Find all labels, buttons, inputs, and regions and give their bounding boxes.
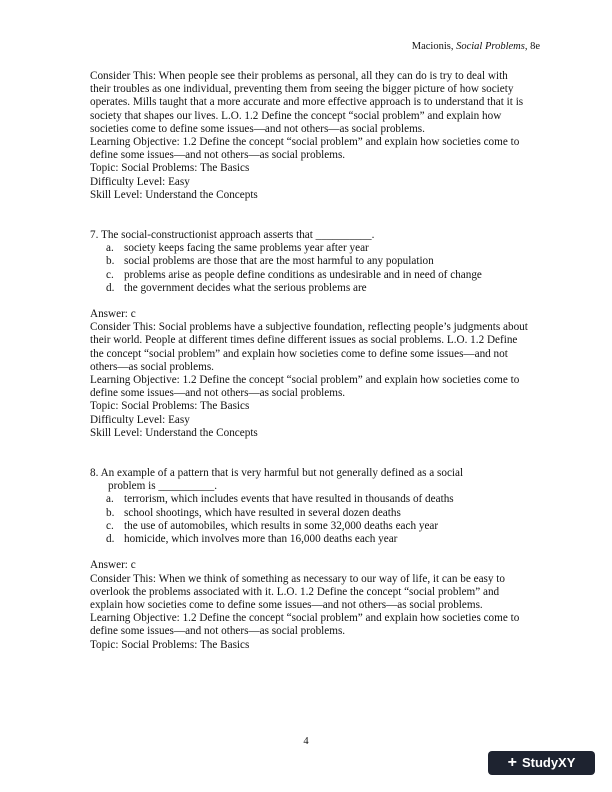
option-d: d. the government decides what the serious problems are	[106, 281, 367, 294]
answer-options	[90, 242, 530, 295]
studyxy-logo-badge[interactable]	[488, 751, 595, 775]
question-text: 7. The social-constructionist approach asserts that __________.	[90, 229, 375, 242]
learning-objective: Learning Objective: 1.2 Define the concept “social problem” and explain how societies come to define some issues—and not others—as social problems.	[90, 612, 520, 638]
option-b: b. social problems are those that are the most harmful to any population	[106, 255, 434, 268]
question-8	[90, 467, 530, 652]
header-edition: , 8e	[524, 41, 540, 52]
consider-this: Consider This: When people see their problems as personal, all they can do is try to deal with their troubles as one individual, preventing them from seeing the bigger picture of how society operates. Mills taught that a more accurate and more effective approach is to understand that it is society that shapes our lives. L.O. 1.2 Define the concept “social problem” and explain how societies come to define some issues—and not others—as social problems.	[90, 70, 524, 135]
topic: Topic: Social Problems: The Basics	[90, 638, 250, 651]
intro-block	[90, 70, 530, 202]
skill-level: Skill Level: Understand the Concepts	[90, 426, 258, 439]
topic: Topic: Social Problems: The Basics	[90, 400, 250, 413]
option-b: b. school shootings, which have resulted in several dozen deaths	[106, 506, 401, 519]
topic: Topic: Social Problems: The Basics	[90, 162, 250, 175]
running-header	[412, 40, 540, 53]
question-text	[90, 467, 530, 493]
question-7	[90, 229, 530, 440]
answer-options	[90, 493, 530, 546]
option-a: a. terrorism, which includes events that have resulted in thousands of deaths	[106, 493, 454, 506]
learning-objective: Learning Objective: 1.2 Define the concept “social problem” and explain how societies come to define some issues—and not others—as social problems.	[90, 374, 520, 400]
badge-label: StudyXY	[521, 755, 576, 771]
difficulty: Difficulty Level: Easy	[90, 175, 190, 188]
page-content	[90, 70, 530, 652]
header-book-title: Social Problems	[456, 41, 525, 52]
learning-objective: Learning Objective: 1.2 Define the concept “social problem” and explain how societies come to define some issues—and not others—as social problems.	[90, 136, 520, 162]
consider-this: Consider This: Social problems have a subjective foundation, reflecting people’s judgments about their world. People at different times define different issues as social problems. L.O. 1.2 Define the concept “social problem” and explain how societies come to define some issues—and not others—as social problems.	[90, 321, 528, 373]
option-d: d. homicide, which involves more than 16,000 deaths each year	[106, 533, 398, 546]
difficulty: Difficulty Level: Easy	[90, 413, 190, 426]
option-c: c. problems arise as people define conditions as undesirable and in need of change	[106, 268, 482, 281]
page-number: 4	[303, 736, 309, 747]
answer: Answer: c	[90, 559, 136, 572]
consider-this: Consider This: When we think of something as necessary to our way of life, it can be easy to overlook the problems associated with it. L.O. 1.2 Define the concept “social problem” and explain how societies come to define some issues—and not others—as social problems.	[90, 572, 505, 611]
question-text-line1: 8. An example of a pattern that is very harmful but not generally defined as a social	[90, 467, 464, 480]
plus-icon: +	[507, 754, 517, 771]
skill-level: Skill Level: Understand the Concepts	[90, 188, 258, 201]
option-c: c. the use of automobiles, which results in some 32,000 deaths each year	[106, 519, 439, 532]
header-author: Macionis,	[411, 41, 457, 52]
option-a: a. society keeps facing the same problems year after year	[106, 242, 369, 255]
answer: Answer: c	[90, 308, 136, 321]
question-text-line2: problem is __________.	[108, 480, 218, 493]
